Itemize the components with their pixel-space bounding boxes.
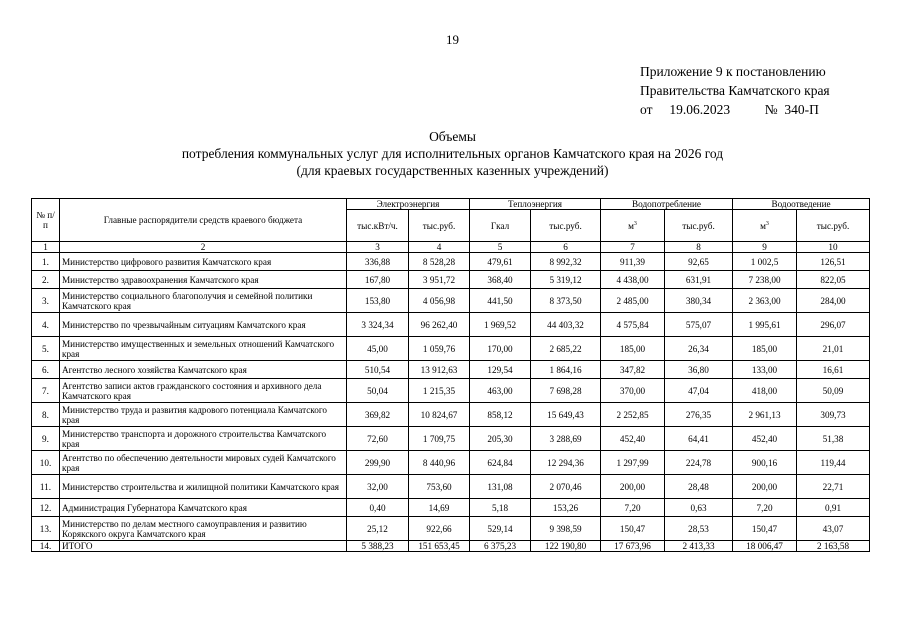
row-name: Министерство социального благополучия и семейной политики Камчатского края	[60, 289, 347, 313]
row-value: 13 912,63	[409, 361, 470, 379]
header-drain-qty-sup: 3	[765, 220, 769, 227]
table-row	[32, 379, 870, 403]
table-row	[32, 289, 870, 313]
table-row	[32, 475, 870, 499]
column-number: 6	[531, 242, 601, 253]
row-value: 150,47	[733, 517, 797, 541]
row-value: 3 324,34	[347, 313, 409, 337]
row-value: 1 864,16	[531, 361, 601, 379]
row-value: 185,00	[733, 337, 797, 361]
row-value: 5,18	[470, 499, 531, 517]
row-name: Администрация Губернатора Камчатского края	[60, 499, 347, 517]
total-value: 122 190,80	[531, 541, 601, 552]
row-name: Министерство труда и развития кадрового потенциала Камчатского края	[60, 403, 347, 427]
consumption-table	[31, 198, 870, 552]
header-heat-rub: тыс.руб.	[531, 210, 601, 242]
row-value: 64,41	[665, 427, 733, 451]
appendix-line-3	[640, 100, 830, 119]
table-row	[32, 253, 870, 271]
row-value: 418,00	[733, 379, 797, 403]
table-row	[32, 517, 870, 541]
row-value: 452,40	[733, 427, 797, 451]
total-number: 14.	[32, 541, 60, 552]
row-value: 153,80	[347, 289, 409, 313]
row-value: 380,34	[665, 289, 733, 313]
total-value: 18 006,47	[733, 541, 797, 552]
row-value: 72,60	[347, 427, 409, 451]
row-value: 575,07	[665, 313, 733, 337]
row-value: 0,63	[665, 499, 733, 517]
row-value: 7 698,28	[531, 379, 601, 403]
row-number: 13.	[32, 517, 60, 541]
row-value: 1 002,5	[733, 253, 797, 271]
row-value: 441,50	[470, 289, 531, 313]
row-value: 9 398,59	[531, 517, 601, 541]
row-number: 5.	[32, 337, 60, 361]
row-value: 4 056,98	[409, 289, 470, 313]
row-value: 205,30	[470, 427, 531, 451]
header-water-qty-sup: 3	[633, 220, 637, 227]
row-value: 8 992,32	[531, 253, 601, 271]
row-value: 299,90	[347, 451, 409, 475]
row-value: 185,00	[601, 337, 665, 361]
row-value: 14,69	[409, 499, 470, 517]
row-number: 7.	[32, 379, 60, 403]
row-number: 9.	[32, 427, 60, 451]
row-value: 4 575,84	[601, 313, 665, 337]
row-value: 284,00	[797, 289, 870, 313]
total-row	[32, 541, 870, 552]
row-name: Министерство имущественных и земельных отношений Камчатского края	[60, 337, 347, 361]
row-value: 7,20	[601, 499, 665, 517]
row-value: 167,80	[347, 271, 409, 289]
row-value: 45,00	[347, 337, 409, 361]
row-value: 2 961,13	[733, 403, 797, 427]
total-label: ИТОГО	[60, 541, 347, 552]
row-value: 858,12	[470, 403, 531, 427]
appendix-date: 19.06.2023	[669, 102, 731, 117]
row-value: 753,60	[409, 475, 470, 499]
row-value: 0,40	[347, 499, 409, 517]
row-value: 369,82	[347, 403, 409, 427]
header-group-water: Водопотребление	[601, 199, 733, 210]
row-value: 43,07	[797, 517, 870, 541]
row-number: 11.	[32, 475, 60, 499]
row-value: 32,00	[347, 475, 409, 499]
row-value: 28,48	[665, 475, 733, 499]
row-value: 1 059,76	[409, 337, 470, 361]
row-value: 296,07	[797, 313, 870, 337]
row-value: 200,00	[733, 475, 797, 499]
row-value: 900,16	[733, 451, 797, 475]
row-value: 463,00	[470, 379, 531, 403]
row-value: 2 070,46	[531, 475, 601, 499]
row-number: 12.	[32, 499, 60, 517]
row-value: 12 294,36	[531, 451, 601, 475]
row-value: 224,78	[665, 451, 733, 475]
row-value: 25,12	[347, 517, 409, 541]
row-value: 119,44	[797, 451, 870, 475]
row-number: 3.	[32, 289, 60, 313]
row-value: 452,40	[601, 427, 665, 451]
row-name: Министерство строительства и жилищной политики Камчатского края	[60, 475, 347, 499]
row-name: Агентство лесного хозяйства Камчатского края	[60, 361, 347, 379]
row-value: 96 262,40	[409, 313, 470, 337]
table-row	[32, 337, 870, 361]
total-value: 6 375,23	[470, 541, 531, 552]
table-row	[32, 313, 870, 337]
header-drain-qty	[733, 210, 797, 242]
total-value: 151 653,45	[409, 541, 470, 552]
column-number: 8	[665, 242, 733, 253]
row-value: 28,53	[665, 517, 733, 541]
row-value: 21,01	[797, 337, 870, 361]
total-value: 17 673,96	[601, 541, 665, 552]
row-value: 22,71	[797, 475, 870, 499]
row-name: Министерство цифрового развития Камчатского края	[60, 253, 347, 271]
row-value: 336,88	[347, 253, 409, 271]
row-value: 129,54	[470, 361, 531, 379]
table-row	[32, 403, 870, 427]
row-value: 131,08	[470, 475, 531, 499]
appendix-date-prefix: от	[640, 102, 653, 117]
title-line-3: (для краевых государственных казенных учреждений)	[296, 163, 609, 178]
row-value: 1 969,52	[470, 313, 531, 337]
row-number: 10.	[32, 451, 60, 475]
row-name: Агентство записи актов гражданского состояния и архивного дела Камчатского края	[60, 379, 347, 403]
column-number-row	[32, 242, 870, 253]
appendix-line-1: Приложение 9 к постановлению	[640, 64, 826, 79]
row-value: 5 319,12	[531, 271, 601, 289]
row-value: 1 297,99	[601, 451, 665, 475]
table-row	[32, 427, 870, 451]
row-value: 3 951,72	[409, 271, 470, 289]
header-drain-qty-unit: м	[760, 220, 766, 231]
table-row	[32, 451, 870, 475]
row-value: 368,40	[470, 271, 531, 289]
title-line-1: Объемы	[429, 129, 476, 144]
title-line-2: потребления коммунальных услуг для исполнительных органов Камчатского края на 2026 год	[181, 146, 724, 161]
row-value: 631,91	[665, 271, 733, 289]
column-number: 9	[733, 242, 797, 253]
row-value: 2 252,85	[601, 403, 665, 427]
column-number: 10	[797, 242, 870, 253]
row-value: 36,80	[665, 361, 733, 379]
appendix-line-2: Правительства Камчатского края	[640, 83, 830, 98]
row-value: 510,54	[347, 361, 409, 379]
row-value: 50,09	[797, 379, 870, 403]
column-number: 7	[601, 242, 665, 253]
row-number: 4.	[32, 313, 60, 337]
column-number: 5	[470, 242, 531, 253]
row-value: 126,51	[797, 253, 870, 271]
row-value: 822,05	[797, 271, 870, 289]
row-value: 1 709,75	[409, 427, 470, 451]
total-value: 2 163,58	[797, 541, 870, 552]
table-row	[32, 499, 870, 517]
page-number: 19	[446, 32, 459, 47]
row-value: 7,20	[733, 499, 797, 517]
row-value: 7 238,00	[733, 271, 797, 289]
row-value: 911,39	[601, 253, 665, 271]
row-value: 922,66	[409, 517, 470, 541]
header-group-drain: Водоотведение	[733, 199, 870, 210]
row-name: Министерство транспорта и дорожного строительства Камчатского края	[60, 427, 347, 451]
row-value: 200,00	[601, 475, 665, 499]
row-value: 8 440,96	[409, 451, 470, 475]
row-value: 2 363,00	[733, 289, 797, 313]
table-row	[32, 361, 870, 379]
header-electric-qty: тыс.кВт/ч.	[347, 210, 409, 242]
row-number: 8.	[32, 403, 60, 427]
header-name: Главные распорядители средств краевого бюджета	[60, 199, 347, 242]
row-value: 8 528,28	[409, 253, 470, 271]
row-value: 2 685,22	[531, 337, 601, 361]
row-value: 8 373,50	[531, 289, 601, 313]
table-body	[32, 242, 870, 552]
row-value: 92,65	[665, 253, 733, 271]
column-number: 4	[409, 242, 470, 253]
row-value: 3 288,69	[531, 427, 601, 451]
row-value: 153,26	[531, 499, 601, 517]
row-name: Агентство по обеспечению деятельности мировых судей Камчатского края	[60, 451, 347, 475]
row-value: 2 485,00	[601, 289, 665, 313]
row-value: 15 649,43	[531, 403, 601, 427]
row-value: 309,73	[797, 403, 870, 427]
total-value: 5 388,23	[347, 541, 409, 552]
header-group-electric: Электроэнергия	[347, 199, 470, 210]
column-number: 1	[32, 242, 60, 253]
header-electric-rub: тыс.руб.	[409, 210, 470, 242]
row-value: 51,38	[797, 427, 870, 451]
total-value: 2 413,33	[665, 541, 733, 552]
header-heat-qty: Гкал	[470, 210, 531, 242]
column-number: 3	[347, 242, 409, 253]
appendix-block	[640, 62, 830, 119]
column-number: 2	[60, 242, 347, 253]
row-name: Министерство здравоохранения Камчатского края	[60, 271, 347, 289]
row-number: 1.	[32, 253, 60, 271]
row-name: Министерство по чрезвычайным ситуациям Камчатского края	[60, 313, 347, 337]
row-value: 133,00	[733, 361, 797, 379]
row-value: 26,34	[665, 337, 733, 361]
header-drain-rub: тыс.руб.	[797, 210, 870, 242]
row-value: 529,14	[470, 517, 531, 541]
row-value: 47,04	[665, 379, 733, 403]
row-value: 370,00	[601, 379, 665, 403]
row-value: 1 995,61	[733, 313, 797, 337]
row-name: Министерство по делам местного самоуправления и развитию Корякского округа Камчатского края	[60, 517, 347, 541]
row-value: 624,84	[470, 451, 531, 475]
appendix-number: № 340-П	[764, 102, 819, 117]
row-value: 170,00	[470, 337, 531, 361]
header-water-qty	[601, 210, 665, 242]
row-number: 6.	[32, 361, 60, 379]
row-value: 1 215,35	[409, 379, 470, 403]
table-row	[32, 271, 870, 289]
row-value: 347,82	[601, 361, 665, 379]
row-value: 4 438,00	[601, 271, 665, 289]
header-water-qty-unit: м	[628, 220, 634, 231]
row-value: 10 824,67	[409, 403, 470, 427]
header-water-rub: тыс.руб.	[665, 210, 733, 242]
row-value: 44 403,32	[531, 313, 601, 337]
row-value: 150,47	[601, 517, 665, 541]
row-value: 50,04	[347, 379, 409, 403]
row-number: 2.	[32, 271, 60, 289]
row-value: 276,35	[665, 403, 733, 427]
row-value: 0,91	[797, 499, 870, 517]
row-value: 479,61	[470, 253, 531, 271]
header-number: № п/п	[32, 199, 60, 242]
document-title	[0, 128, 905, 179]
header-group-heat: Теплоэнергия	[470, 199, 601, 210]
row-value: 16,61	[797, 361, 870, 379]
